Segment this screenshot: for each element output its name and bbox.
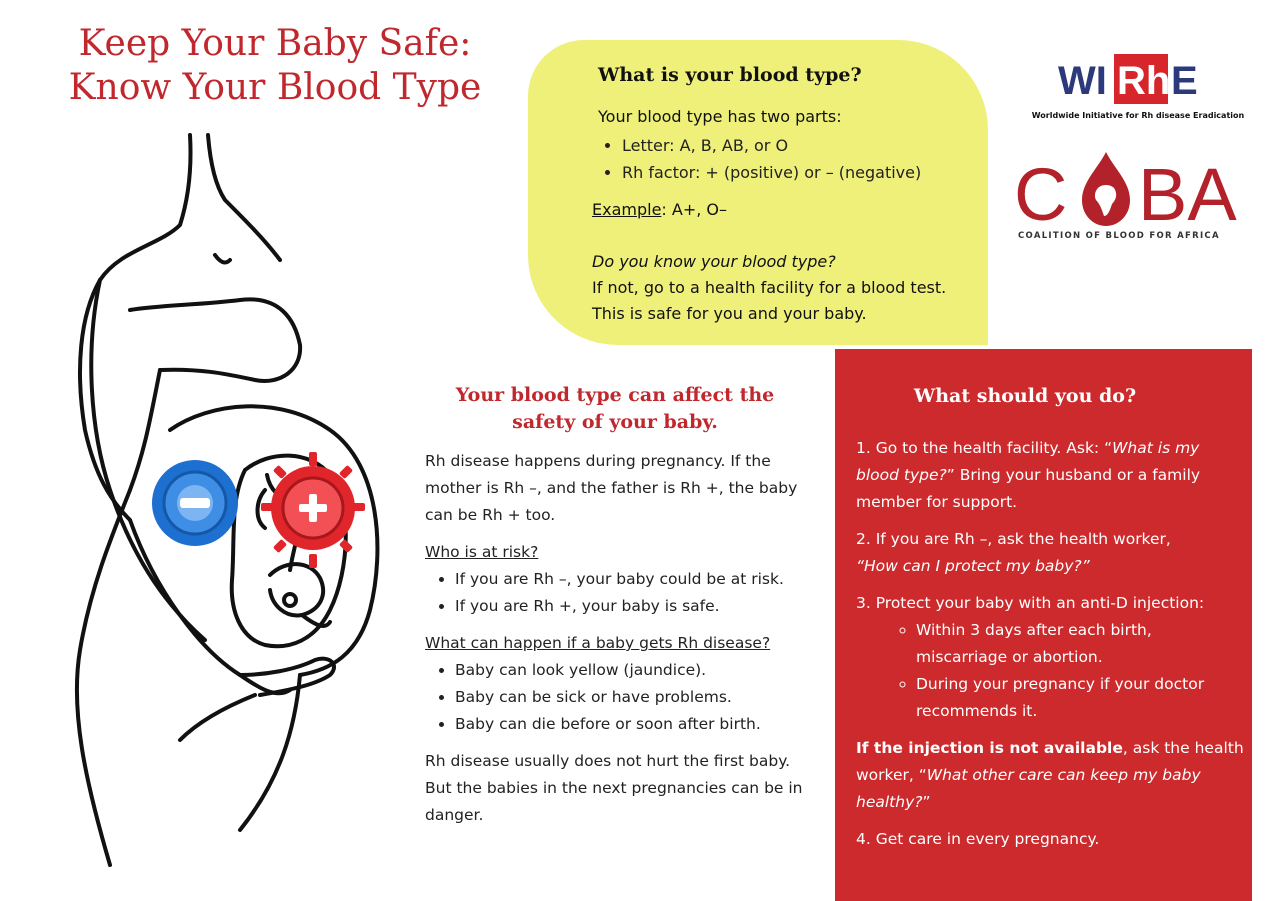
title-line-2: Know Your Blood Type xyxy=(68,67,482,108)
coba-logo-ba: BA xyxy=(1138,153,1237,230)
blood-type-info-panel xyxy=(528,40,988,345)
list-item: • Baby can be sick or have problems. xyxy=(455,684,820,711)
coba-logo-c: C xyxy=(1014,153,1068,230)
step-4: 4. Get care in every pregnancy. xyxy=(856,830,1100,848)
step-1-question: What is my blood type? xyxy=(856,439,1200,484)
what-to-do-heading: What should you do? xyxy=(913,385,1137,407)
risk-section-heading xyxy=(420,382,810,436)
rh-disease-info xyxy=(425,448,820,829)
risk-list xyxy=(425,566,820,620)
blood-test-advice: If not, go to a health facility for a blood test. xyxy=(592,278,947,297)
pregnant-woman-illustration xyxy=(40,130,440,870)
list-item: • Rh factor: + (positive) or – (negative) xyxy=(622,159,921,186)
note-bold: If the injection is not available xyxy=(856,739,1123,757)
what-to-do-steps xyxy=(856,435,1246,863)
closing-note: Rh disease usually does not hurt the first baby. But the babies in the next pregnancies can be in danger. xyxy=(425,752,803,824)
list-item: • If you are Rh –, your baby could be at risk. xyxy=(455,566,820,593)
wirhe-logo xyxy=(1058,50,1202,108)
title-line-1: Keep Your Baby Safe: xyxy=(78,23,472,64)
note-question: What other care can keep my baby healthy? xyxy=(856,766,1201,811)
list-item: • If you are Rh +, your baby is safe. xyxy=(455,593,820,620)
step-2: 2. If you are Rh –, ask the health worker, “How can I protect my baby?” xyxy=(856,530,1171,575)
step-1: 1. Go to the health facility. Ask: “What is my blood type?” Bring your husband or a family member for support. xyxy=(856,439,1201,511)
safety-note: This is safe for you and your baby. xyxy=(592,304,867,323)
what-can-happen-heading: What can happen if a baby gets Rh disease? xyxy=(425,634,771,652)
wirhe-logo-wi: WI xyxy=(1058,59,1107,103)
injection-unavailable-note: If the injection is not available, ask the health worker, “What other care can keep my baby healthy?” xyxy=(856,739,1244,811)
rh-positive-icon xyxy=(261,452,365,568)
list-item: • Baby can look yellow (jaundice). xyxy=(455,657,820,684)
blood-type-question: Do you know your blood type? xyxy=(592,252,836,271)
blood-drop-africa-icon xyxy=(1082,152,1130,226)
list-item: ◦ During your pregnancy if your doctor recommends it. xyxy=(916,671,1246,725)
risk-heading-line-1: Your blood type can affect the xyxy=(455,384,775,406)
anti-d-timing-list xyxy=(856,617,1246,725)
blood-type-intro: Your blood type has two parts: xyxy=(598,107,842,126)
wirhe-tagline: Worldwide Initiative for Rh disease Eradication xyxy=(1031,111,1245,120)
blood-type-parts-list xyxy=(598,132,921,186)
step-2-question: “How can I protect my baby?” xyxy=(856,557,1090,575)
who-at-risk-heading: Who is at risk? xyxy=(425,543,539,561)
example-label: Example xyxy=(592,200,662,219)
wirhe-logo-e: E xyxy=(1171,59,1198,103)
page-title xyxy=(40,22,510,110)
list-item: • Letter: A, B, AB, or O xyxy=(622,132,921,159)
outcomes-list xyxy=(425,657,820,738)
blood-type-heading: What is your blood type? xyxy=(598,64,862,86)
step-3: 3. Protect your baby with an anti-D injection: xyxy=(856,594,1205,612)
wirhe-logo-rh: Rh xyxy=(1117,59,1171,103)
rh-disease-intro: Rh disease happens during pregnancy. If the mother is Rh –, and the father is Rh +, the baby can be Rh + too. xyxy=(425,452,798,524)
coba-logo xyxy=(1014,150,1268,230)
rh-negative-icon xyxy=(152,460,238,546)
coba-tagline: COALITION OF BLOOD FOR AFRICA xyxy=(1018,231,1220,241)
example-line xyxy=(592,200,727,219)
list-item: ◦ Within 3 days after each birth, miscarriage or abortion. xyxy=(916,617,1246,671)
example-value: : A+, O– xyxy=(661,200,728,219)
list-item: • Baby can die before or soon after birth. xyxy=(455,711,820,738)
what-to-do-panel xyxy=(835,349,1252,901)
risk-heading-line-2: safety of your baby. xyxy=(512,411,718,433)
